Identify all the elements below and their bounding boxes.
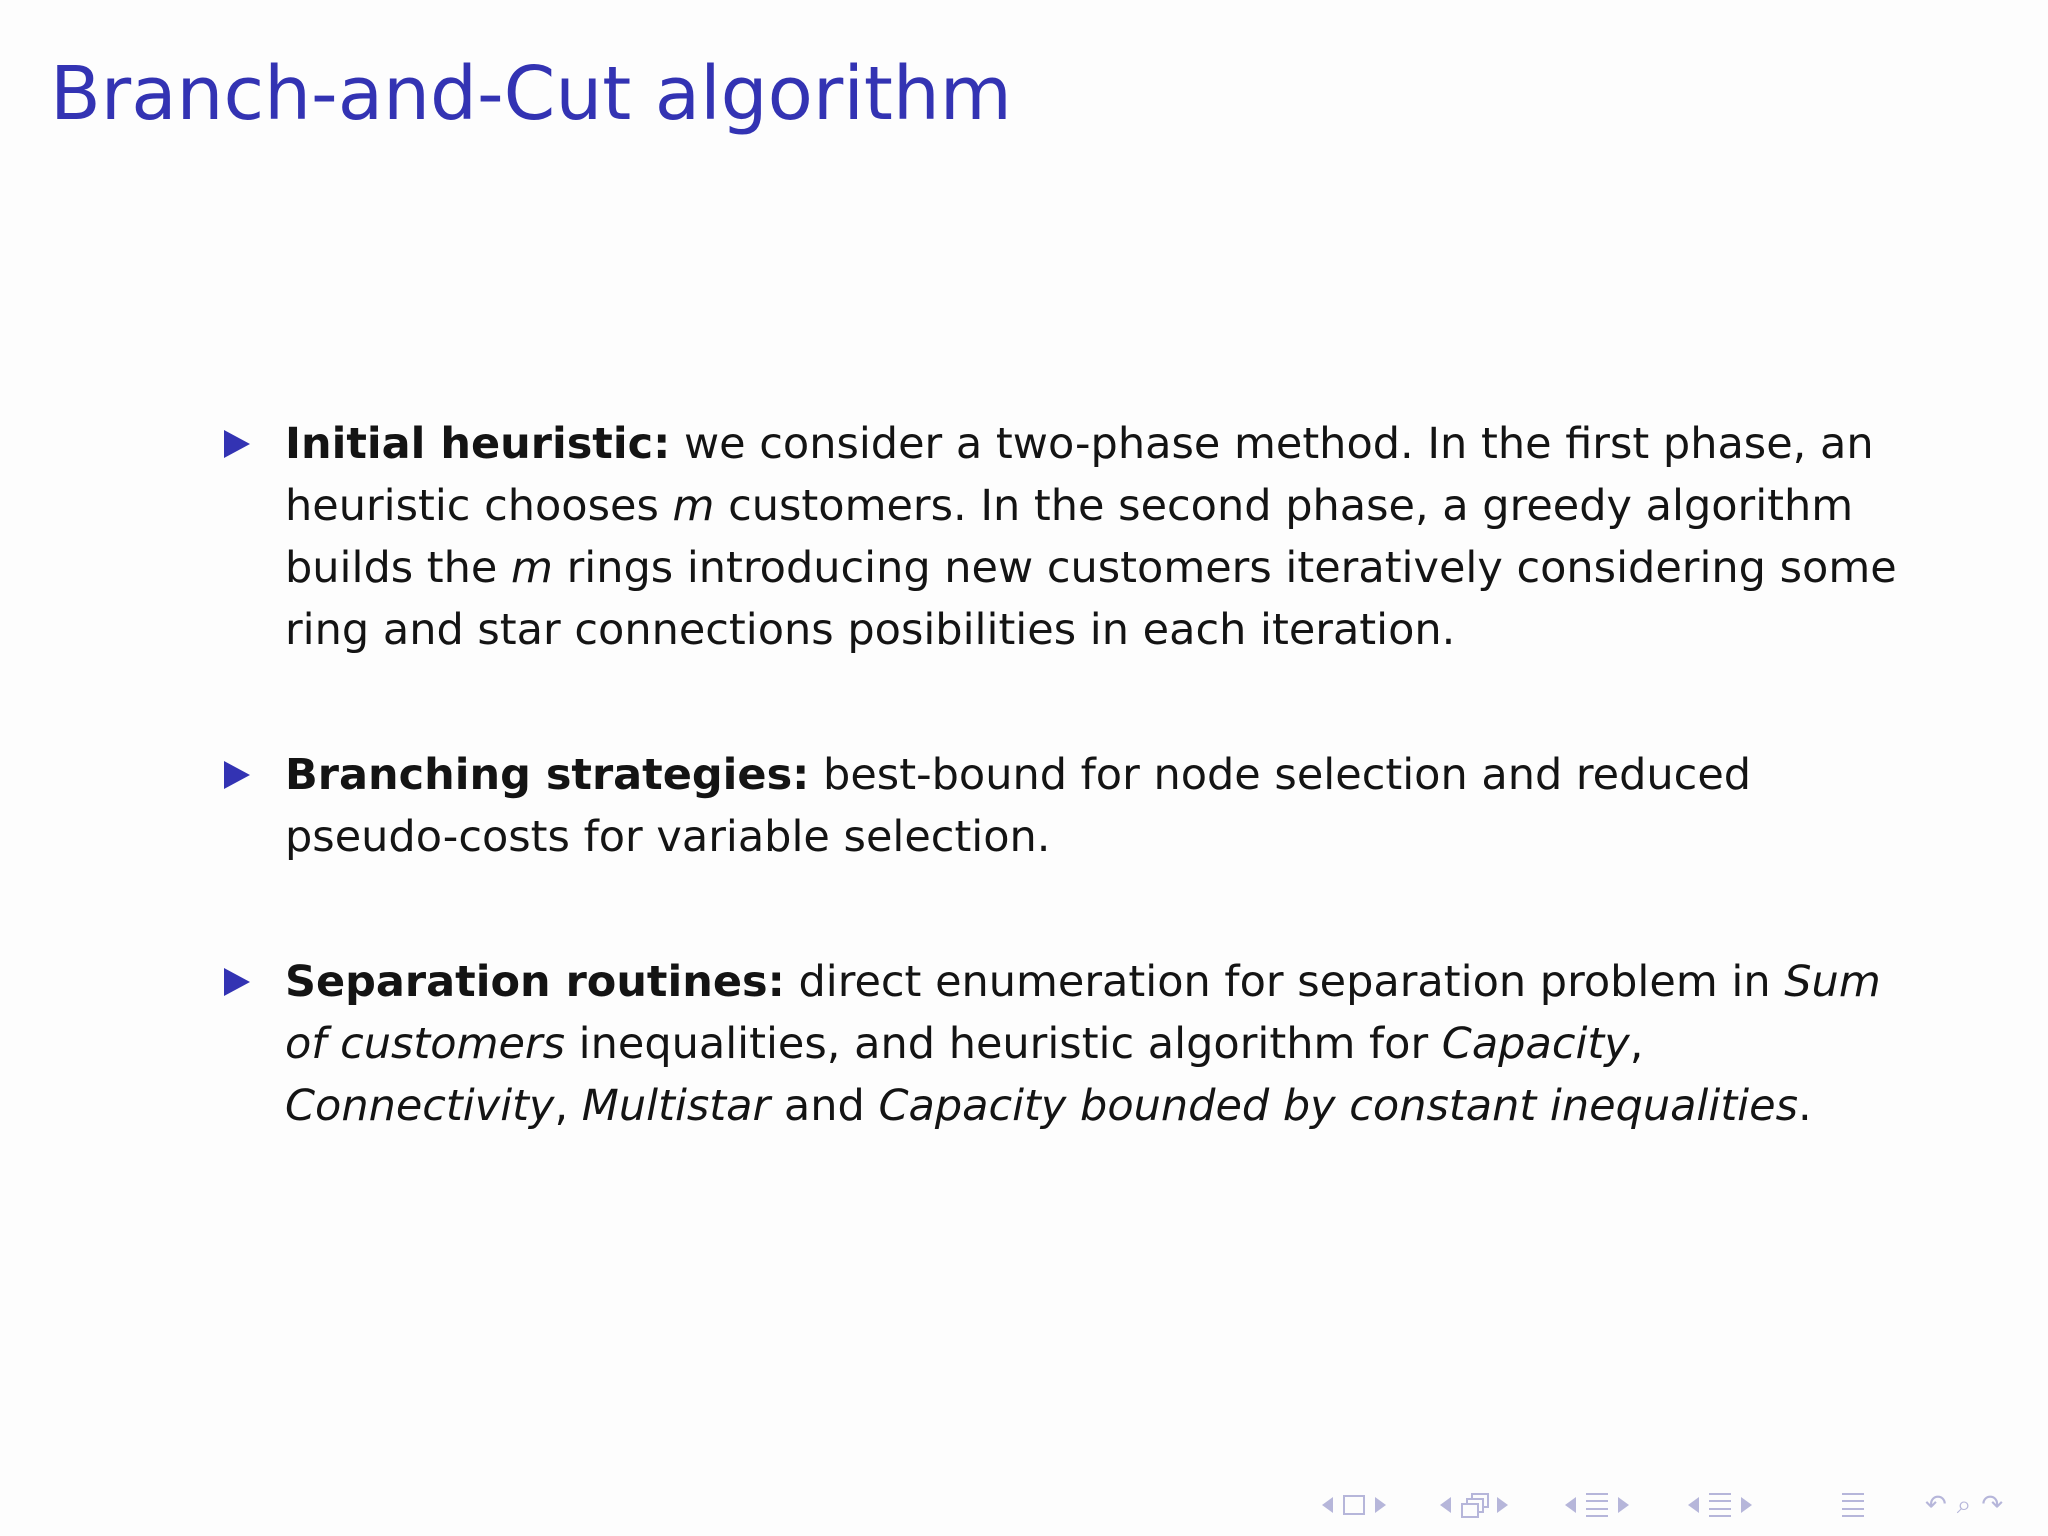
text-run: inequalities, and heuristic algorithm for xyxy=(565,1019,1442,1069)
italic-text-run: Multistar xyxy=(581,1081,771,1131)
italic-text-run: m xyxy=(511,543,553,593)
text-run: pseudo-costs for variable selection. xyxy=(285,812,1051,862)
subsection-icon[interactable] xyxy=(1586,1493,1608,1517)
nav-subsection-group xyxy=(1565,1491,1629,1519)
italic-text-run: Sum xyxy=(1784,957,1881,1007)
bullet-line xyxy=(285,537,1900,599)
bullet-branching-strategies xyxy=(220,744,1900,868)
next-slide-icon[interactable] xyxy=(1375,1497,1386,1513)
italic-text-run: Capacity bounded by constant inequalities xyxy=(878,1081,1798,1131)
prev-subsection-icon[interactable] xyxy=(1565,1497,1576,1513)
italic-text-run: Connectivity xyxy=(285,1081,555,1131)
nav-section-group xyxy=(1688,1491,1752,1519)
bullet-line xyxy=(285,475,1900,537)
nav-frame-group xyxy=(1440,1491,1508,1519)
frame-icon[interactable] xyxy=(1461,1493,1487,1517)
bullet-initial-heuristic xyxy=(220,413,1900,661)
italic-text-run: Capacity xyxy=(1441,1019,1630,1069)
bullet-line xyxy=(285,744,1900,806)
text-run: . xyxy=(1797,1081,1812,1131)
next-section-icon[interactable] xyxy=(1741,1497,1752,1513)
text-run: heuristic chooses xyxy=(285,481,673,531)
prev-slide-icon[interactable] xyxy=(1322,1497,1333,1513)
search-icon[interactable]: ⌕ xyxy=(1956,1490,1972,1520)
bullet-lead: Separation routines: xyxy=(285,957,785,1007)
bullet-line xyxy=(285,1075,1900,1137)
prev-section-icon[interactable] xyxy=(1688,1497,1699,1513)
bullet-triangle-icon xyxy=(224,430,250,458)
bullet-line xyxy=(285,951,1900,1013)
text-run: , xyxy=(554,1081,582,1131)
back-icon[interactable]: ↶ xyxy=(1925,1490,1947,1520)
frame-title: Branch-and-Cut algorithm xyxy=(50,51,1012,137)
text-run: customers. In the second phase, a greedy algorithm xyxy=(714,481,1854,531)
text-run: best-bound for node selection and reduced xyxy=(809,750,1752,800)
bullet-line xyxy=(285,599,1900,661)
toc-icon[interactable] xyxy=(1842,1493,1864,1517)
bullet-triangle-icon xyxy=(224,761,250,789)
nav-toc-group xyxy=(1842,1491,1864,1519)
section-icon[interactable] xyxy=(1709,1493,1731,1517)
bullet-lead: Branching strategies: xyxy=(285,750,810,800)
bullet-line xyxy=(285,413,1900,475)
text-run: direct enumeration for separation problem in xyxy=(784,957,1785,1007)
text-run: rings introducing new customers iteratively considering some xyxy=(552,543,1897,593)
bullet-line xyxy=(285,1013,1900,1075)
prev-frame-icon[interactable] xyxy=(1440,1497,1451,1513)
text-run: ring and star connections posibilities in each iteration. xyxy=(285,605,1456,655)
italic-text-run: m xyxy=(672,481,715,531)
bullet-line xyxy=(285,806,1900,868)
bullet-list xyxy=(220,413,1900,1137)
slide-icon[interactable] xyxy=(1343,1495,1365,1515)
nav-history-group xyxy=(1925,1491,2003,1519)
next-frame-icon[interactable] xyxy=(1497,1497,1508,1513)
text-run: builds the xyxy=(285,543,512,593)
text-run: we consider a two-phase method. In the first phase, an xyxy=(670,419,1874,469)
forward-icon[interactable]: ↷ xyxy=(1981,1490,2004,1520)
text-run: and xyxy=(770,1081,879,1131)
italic-text-run: of customers xyxy=(285,1019,566,1069)
next-subsection-icon[interactable] xyxy=(1618,1497,1629,1513)
bullet-lead: Initial heuristic: xyxy=(285,419,671,469)
bullet-separation-routines xyxy=(220,951,1900,1137)
bullet-triangle-icon xyxy=(224,968,250,996)
nav-slide-group xyxy=(1322,1491,1386,1519)
text-run: , xyxy=(1629,1019,1644,1069)
